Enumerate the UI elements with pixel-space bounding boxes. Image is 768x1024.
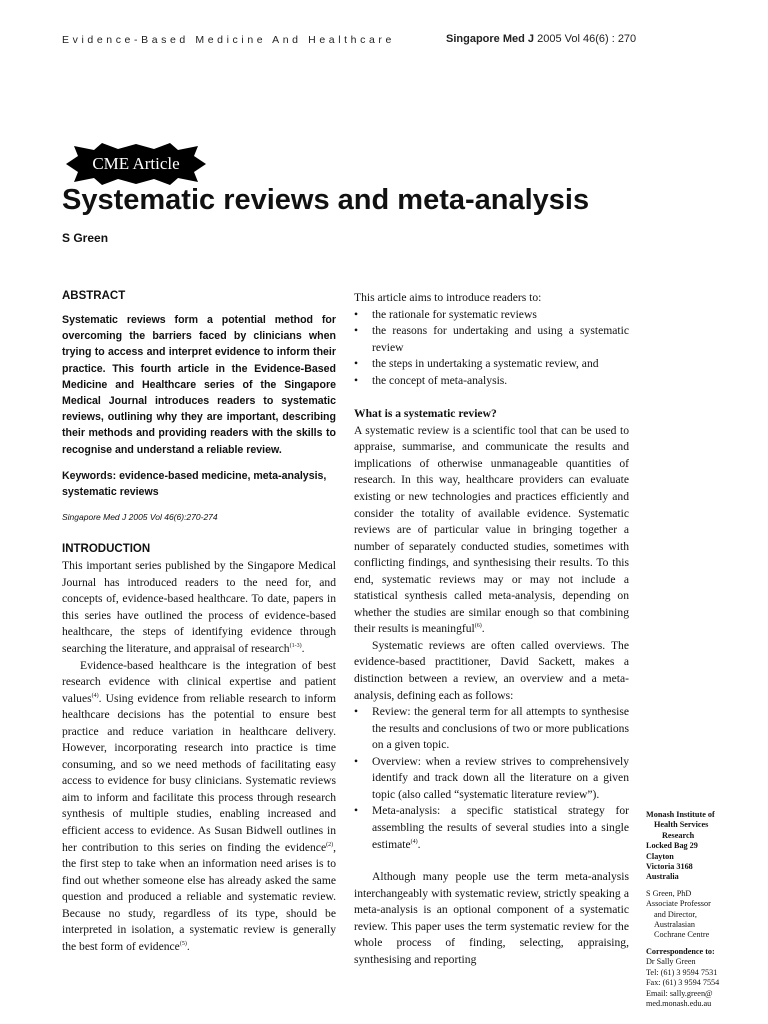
left-column [62, 290, 336, 955]
correspondence: Correspondence to: Dr Sally Green Tel: (61) 3 9594 7531 Fax: (61) 3 9594 7554 Email: sally.green@ med.monash.edu.au [646, 946, 720, 1008]
list-item: • the rationale for systematic reviews [354, 307, 629, 324]
list-item: • Meta-analysis: a specific statistical strategy for assembling the results of several studies into a single estimate$^{(4)}$. [354, 804, 629, 851]
running-head: Evidence-Based Medicine And Healthcare [62, 34, 395, 46]
cme-article-badge [60, 142, 212, 186]
introduction-heading: INTRODUCTION [62, 543, 151, 556]
article-title: Systematic reviews and meta-analysis [62, 184, 590, 216]
journal-issue: 2005 Vol 46(6) : 270 [537, 33, 637, 45]
what-is-paragraph-1: A systematic review is a scientific tool that can be used to appraise, summarise, and communicate the results and implications of otherwise unmanageable quantities of research. In this way, healthcare providers can evaluate existing or new technologies and practices efficiently and consider the totality of available evidence. Systematic reviews are of particular value in bringing together a number of separately conducted studies, sometimes with conflicting findings, and synthesising their results. To this end, systematic reviews may or may not include a statistical synthesis called meta-analysis, depending on whether the studies are similar enough so that combining their results is meaningful$^{(6)}$. [354, 423, 629, 636]
bullet-icon: • [354, 804, 359, 818]
abstract-text: Systematic reviews form a potential method for overcoming the barriers faced by clinicians when trying to access and interpret evidence to inform their practice. This fourth article in the Evidence-Based Medicine and Healthcare series of the Singapore Medical Journal introduces readers to systematic reviews, outlining why they are important, describing their methods and providing readers with the skills to recognise and understand a reliable review. [62, 314, 336, 456]
introduction-paragraph-1: This important series published by the Singapore Medical Journal has introduced readers to the need for, and concepts of, evidence-based healthcare. To date, papers in this series have outlined the process of evidence-based healthcare, the steps of identifying evidence through searching the literature, and appraisal of research$^{(1-3)}$. [62, 559, 336, 655]
bullet-icon: • [354, 324, 359, 338]
list-item: • the steps in undertaking a systematic review, and [354, 356, 629, 373]
bullet-icon: • [354, 307, 359, 321]
keywords: Keywords: evidence-based medicine, meta-analysis, systematic reviews [62, 469, 327, 499]
journal-name: Singapore Med J [446, 33, 535, 45]
abstract-heading: ABSTRACT [62, 290, 126, 302]
author-affiliation: S Green, PhD Associate Professor and Director, Australasian Cochrane Centre [646, 888, 711, 940]
correspondence-heading: Correspondence to: [646, 946, 715, 956]
email-link[interactable]: med.monash.edu.au [646, 998, 712, 1008]
journal-reference [446, 33, 636, 45]
bullet-icon: • [354, 373, 359, 387]
institute-address: Monash Institute of Health Services Research Locked Bag 29 Clayton Victoria 3168 Australia [646, 810, 715, 882]
bullet-icon: • [354, 754, 359, 768]
what-is-heading: What is a systematic review? [354, 407, 497, 421]
email-link[interactable]: Email: sally.green@ [646, 988, 713, 998]
reference-marker: (2) [326, 841, 334, 848]
article-author: S Green [62, 231, 109, 245]
aims-list [354, 307, 629, 390]
right-column [354, 290, 629, 968]
affiliation-sidebar [646, 810, 762, 1015]
definitions-list [354, 704, 629, 853]
reference-marker: (5) [179, 940, 187, 947]
what-is-paragraph-2: Systematic reviews are often called overviews. The evidence-based practitioner, David Sackett, makes a distinction between a review, an overview and a meta-analysis, defining each as follows: [354, 638, 629, 702]
introduction-paragraph-2: Evidence-based healthcare is the integration of best research evidence with clinical expertise and patient values$^{(4)}$. Using evidence from reliable research to inform healthcare decisions has the potential to ensure best practice and reduce variation in healthcare delivery. However, incorporating research into practice is time consuming, and so we need methods of facilitating easy access to evidence for busy clinicians. Systematic reviews aim to inform and facilitate this process through research synthesis of multiple studies, enabling increased and efficient access to evidence. As Susan Bidwell outlines in her contribution to this series on finding the evidence$^{(2)}$, the first step to take when an information need arises is to find out whether someone else has already asked the same question and produced a reliable and systematic review. Because no study, regardless of its type, should be interpreted in isolation, a systematic review is generally the best form of evidence$^{(5)}$. [62, 658, 336, 953]
reference-marker: (4) [410, 838, 418, 845]
citation: Singapore Med J 2005 Vol 46(6):270-274 [62, 512, 218, 523]
bullet-icon: • [354, 705, 359, 719]
cme-badge-label: CME Article [92, 154, 180, 173]
list-item: • the concept of meta-analysis. [354, 373, 629, 390]
list-item: • Review: the general term for all attempts to synthesise the results and conclusions of two or more publications on a given topic. [354, 705, 629, 752]
what-is-paragraph-3: Although many people use the term meta-analysis interchangeably with systematic review, strictly speaking a meta-analysis is an optional component of a systematic review. This paper uses the term systematic review for the whole process of finding, selecting, appraising, synthesising and reporting [354, 870, 629, 966]
list-item: • Overview: when a review strives to comprehensively identify and track down all the literature on a given topic (also called “systematic literature review”). [354, 754, 629, 801]
reference-marker: (1-3) [289, 643, 302, 650]
reference-marker: (4) [91, 692, 99, 699]
list-item: • the reasons for undertaking and using a systematic review [354, 324, 629, 354]
reference-marker: (6) [474, 623, 482, 630]
bullet-icon: • [354, 357, 359, 371]
aims-intro: This article aims to introduce readers to: [354, 291, 542, 304]
